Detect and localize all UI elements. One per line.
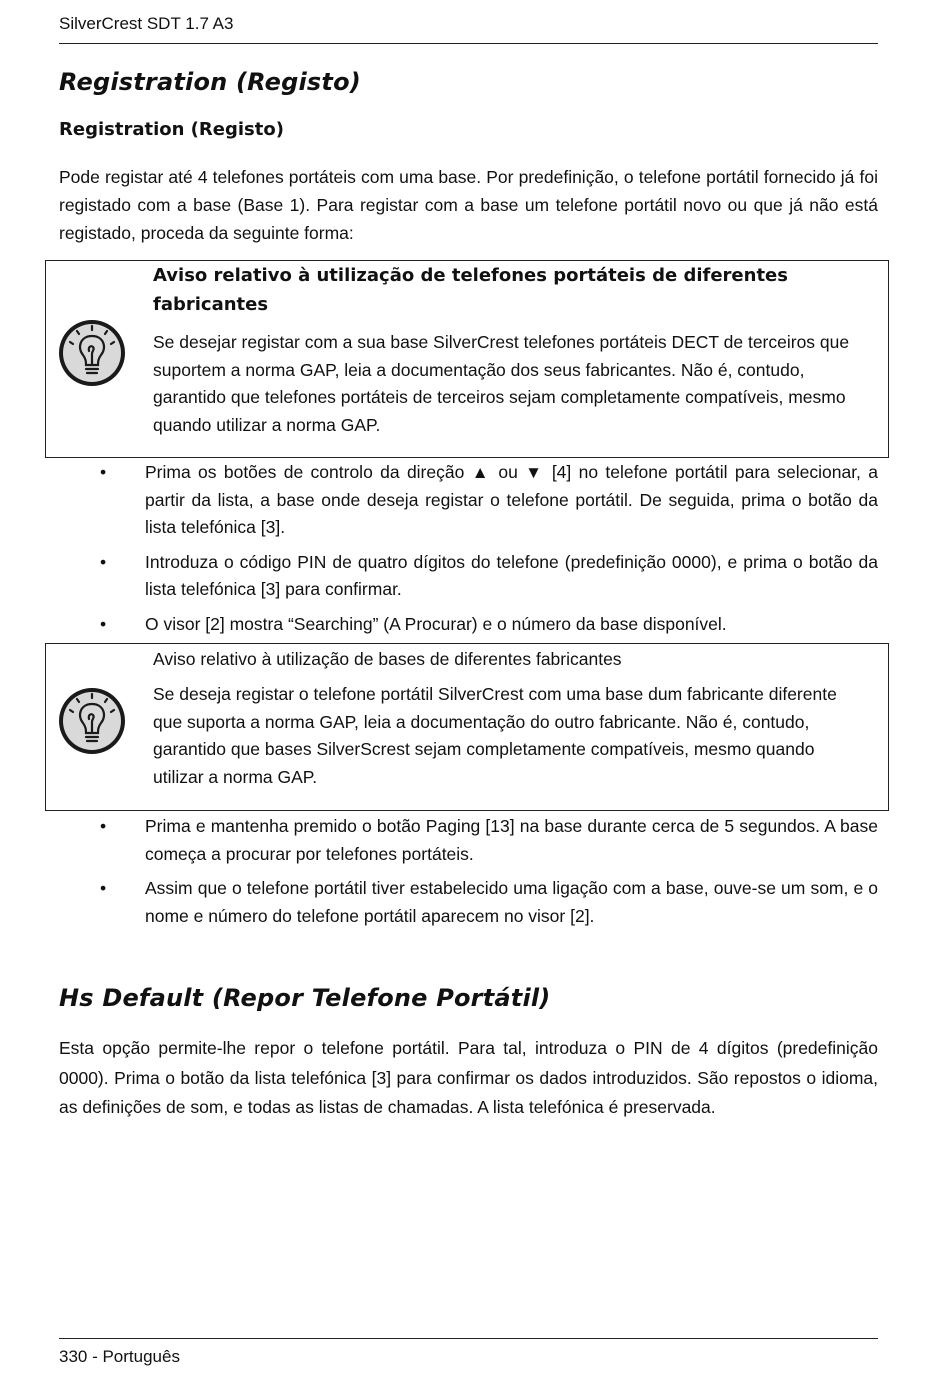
hs-default-paragraph: Esta opção permite-lhe repor o telefone portátil. Para tal, introduza o PIN de 4 dígitos (predefinição 0000). Prima o botão da lista telefónica [3] para confirmar os dados introduzidos. São repostos o idioma, as definições de som, e todas as listas de chamadas. A lista telefónica é preservada.	[59, 1038, 878, 1117]
bullet-dot: •	[100, 613, 107, 634]
list-item: • Introduza o código PIN de quatro dígitos do telefone (predefinição 0000), e prima o botão da lista telefónica [3] para confirmar.	[59, 549, 878, 604]
lightbulb-icon	[57, 318, 127, 388]
bullet-dot: •	[100, 462, 107, 482]
lightbulb-icon	[57, 686, 127, 756]
registration-steps-list	[59, 459, 878, 645]
list-item: • Prima os botões de controlo da direção ▲ ou ▼ [4] no telefone portátil para selecionar, a partir da lista, a base onde deseja registar o telefone portátil. De seguida, prima o botão da lista telefónica [3].	[59, 459, 878, 542]
registration-steps-list-2	[59, 813, 878, 937]
note-title: Aviso relativo à utilização de bases de diferentes fabricantes	[153, 649, 622, 669]
note-box-handsets	[45, 260, 889, 458]
down-arrow-icon: ▼	[525, 463, 545, 482]
bullet-dot: •	[100, 816, 107, 836]
page-header: SilverCrest SDT 1.7 A3	[59, 12, 878, 44]
intro-paragraph: Pode registar até 4 telefones portáteis com uma base. Por predefinição, o telefone portátil fornecido já foi registado com a base (Base 1). Para registar com a base um telefone portátil novo ou que já não está registado, proceda da seguinte forma:	[59, 167, 878, 243]
list-item: • Assim que o telefone portátil tiver estabelecido uma ligação com a base, ouve-se um som, e o nome e número do telefone portátil aparecem no visor [2].	[59, 875, 878, 930]
note-body: Se deseja registar o telefone portátil SilverCrest com uma base dum fabricante diferente que suporta a norma GAP, leia a documentação do outro fabricante. Não é, contudo, garantido que bases SilverScrest sejam completamente compatíveis, mesmo quando utilizar a norma GAP.	[153, 684, 837, 787]
subheading-registration: Registration (Registo)	[59, 119, 284, 140]
bullet-dot: •	[100, 551, 107, 572]
section-heading-registration: Registration (Registo)	[59, 68, 361, 96]
note-title: Aviso relativo à utilização de telefones portáteis de diferentes fabricantes	[153, 265, 788, 315]
bullet-dot: •	[100, 878, 107, 898]
up-arrow-icon: ▲	[471, 463, 491, 482]
section-heading-hs-default: Hs Default (Repor Telefone Portátil)	[59, 984, 551, 1012]
list-item: • Prima e mantenha premido o botão Paging [13] na base durante cerca de 5 segundos. A base começa a procurar por telefones portáteis.	[59, 813, 878, 868]
page-footer: 330 - Português	[59, 1338, 878, 1368]
note-box-bases	[45, 643, 889, 811]
list-item: • O visor [2] mostra “Searching” (A Procurar) e o número da base disponível.	[59, 611, 878, 639]
note-body: Se desejar registar com a sua base SilverCrest telefones portáteis DECT de terceiros que suportem a norma GAP, leia a documentação dos seus fabricantes. Não é, contudo, garantido que telefones portáteis de terceiros sejam completamente compatíveis, mesmo quando utilizar a norma GAP.	[153, 332, 850, 435]
